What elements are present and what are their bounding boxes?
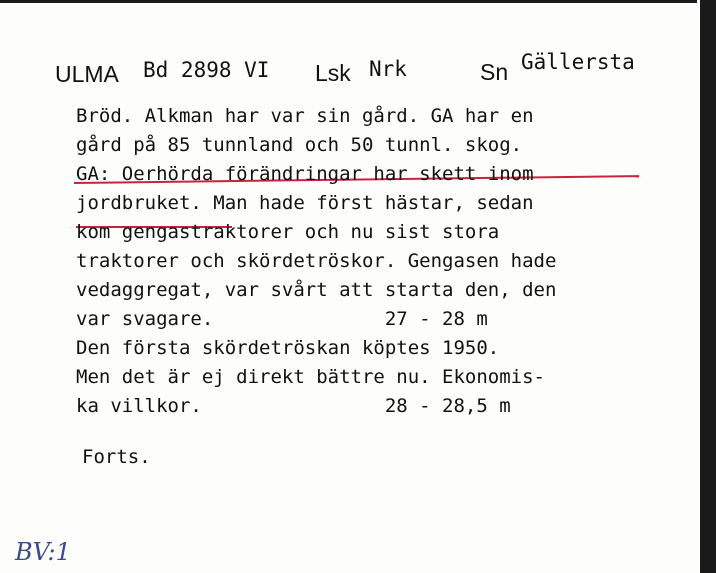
card-body-text [76, 102, 676, 421]
text-line: Den första skördetröskan köptes 1950. [76, 337, 500, 359]
continued-note: Forts. [82, 446, 151, 468]
text-line: traktorer och skördetröskor. Gengasen hade [76, 250, 557, 272]
lsk-label: Lsk [315, 60, 351, 86]
text-line: vedaggregat, var svårt att starta den, den [76, 279, 557, 301]
text-line: gård på 85 tunnland och 50 tunnl. skog. [76, 134, 523, 156]
card-right-inner [697, 0, 700, 573]
archive-code: ULMA [55, 61, 119, 87]
text-line: GA: Oerhörda förändringar har skett inom [76, 163, 534, 185]
text-line: kom gengastraktorer och nu sist stora [76, 221, 500, 243]
text-line: jordbruket. Man hade först hästar, sedan [76, 192, 534, 214]
text-line: ka villkor. 28 - 28,5 m [76, 395, 511, 417]
sn-label: Sn [480, 59, 509, 85]
text-line: Bröd. Alkman har var sin gård. GA har en [76, 105, 534, 127]
volume-reference: Bd 2898 VI [143, 58, 270, 82]
lsk-value: Nrk [369, 57, 407, 81]
sn-value: Gällersta [521, 50, 635, 74]
pencil-mark: BV:1 [15, 538, 71, 566]
card-right-edge [700, 0, 716, 573]
card-top-edge [0, 0, 716, 3]
text-line: Men det är ej direkt bättre nu. Ekonomis- [76, 366, 545, 388]
text-line: var svagare. 27 - 28 m [76, 308, 488, 330]
